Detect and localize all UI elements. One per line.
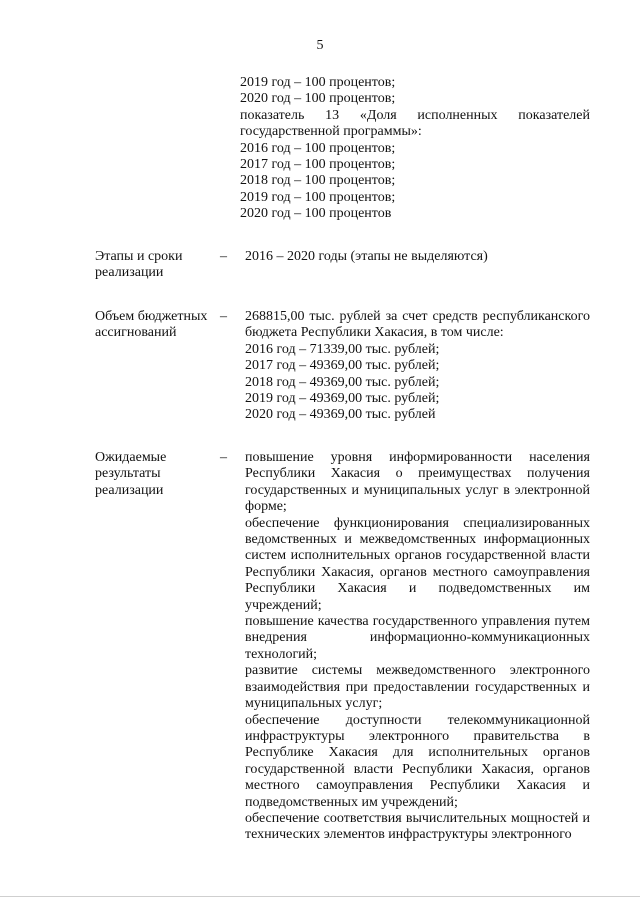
indicator-line: 2020 год – 100 процентов;	[240, 91, 396, 107]
budget-year-line: 2016 год – 71339,00 тыс. рублей;	[245, 341, 440, 357]
budget-year-line: 2017 год – 49369,00 тыс. рублей;	[245, 358, 440, 374]
result-paragraph: обеспечение соответствия вычислительных мощностей и технических элементов инфраструктуры электронного	[245, 810, 590, 843]
results-label: Ожидаемые результаты реализации	[95, 450, 167, 498]
page-number: 5	[316, 38, 324, 53]
indicator-line: 2020 год – 100 процентов	[240, 206, 392, 222]
indicator-line: 2019 год – 100 процентов;	[240, 189, 396, 205]
budget-label: Объем бюджетных ассигнований	[95, 309, 208, 341]
stages-row	[95, 249, 590, 282]
budget-row	[95, 309, 590, 424]
budget-year-line: 2018 год – 49369,00 тыс. рублей;	[245, 374, 440, 390]
result-paragraph: обеспечение функционирования специализированных ведомственных и межведомственных информационных систем исполнительных органов государственной власти Республики Хакасия, органов местного самоуправления Республики Хакасия и подведомственных им учреждений;	[245, 515, 590, 613]
result-paragraph: повышение уровня информированности населения Республики Хакасия о преимуществах получения государственных и муниципальных услуг в электронной форме;	[245, 450, 590, 515]
indicators-continuation	[95, 75, 590, 223]
stages-text: 2016 – 2020 годы (этапы не выделяются)	[245, 249, 488, 264]
indicator-title: показатель 13 «Доля исполненных показателей государственной программы»:	[240, 107, 590, 140]
budget-total: 268815,00 тыс. рублей за счет средств республиканского бюджета Республики Хакасия, в том числе:	[245, 309, 590, 341]
indicator-line: 2018 год – 100 процентов;	[240, 173, 396, 189]
budget-year-line: 2020 год – 49369,00 тыс. рублей	[245, 407, 436, 423]
result-paragraph: обеспечение доступности телекоммуникационной инфраструктуры электронного правительства в Республике Хакасия для исполнительных органов государственной власти Республики Хакасия, органов местного самоуправления Республики Хакасия и подведомственных им учреждений;	[245, 712, 590, 810]
indicator-line: 2016 год – 100 процентов;	[240, 140, 396, 156]
stages-label: Этапы и сроки реализации	[95, 249, 183, 281]
result-paragraph: повышение качества государственного управления путем внедрения информационно-коммуникационных технологий;	[245, 614, 590, 662]
stages-dash: –	[220, 249, 227, 264]
budget-year-line: 2019 год – 49369,00 тыс. рублей;	[245, 391, 440, 407]
results-row	[95, 450, 590, 844]
indicator-line: 2019 год – 100 процентов;	[240, 75, 396, 90]
indicator-line: 2017 год – 100 процентов;	[240, 157, 396, 173]
results-dash: –	[220, 450, 227, 465]
result-paragraph: развитие системы межведомственного электронного взаимодействия при предоставлении государственных и муниципальных услуг;	[245, 663, 590, 712]
page-bottom-edge	[0, 896, 640, 897]
budget-dash: –	[220, 309, 227, 324]
indicators-lines	[240, 75, 590, 223]
